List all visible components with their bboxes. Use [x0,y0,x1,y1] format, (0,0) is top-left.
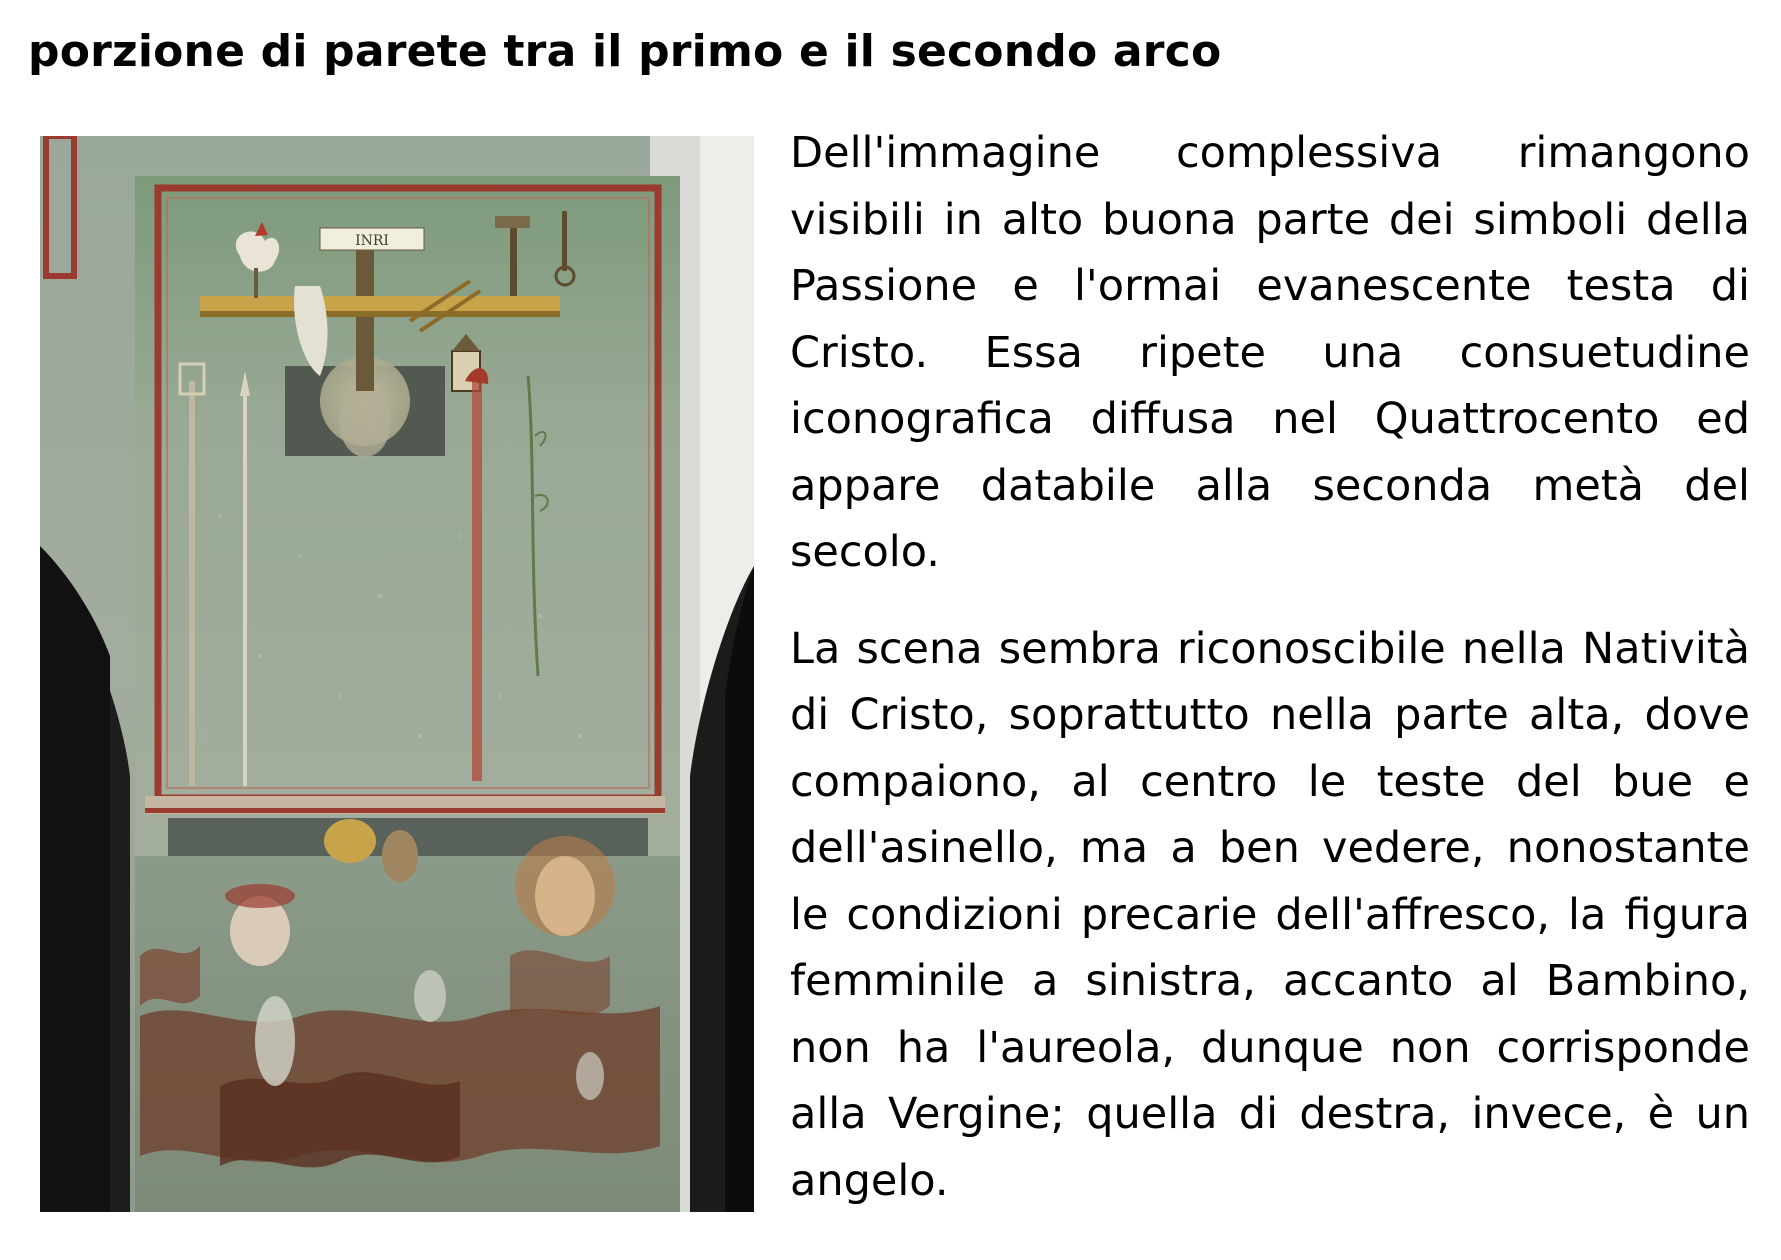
inri-inscription: INRI [355,233,389,249]
fresco-image [40,136,754,1212]
paragraph-passion-symbols: Dell'immagine complessiva rimangono visibili in alto buona parte dei simboli della Passione e l'ormai evanescente testa di Cristo. Essa ripete una consuetudine iconografica diffusa nel Quattrocento ed appare databile alla seconda metà del secolo. [790,128,1750,577]
page-title: porzione di parete tra il primo e il secondo arco [28,26,1222,77]
description-text [790,120,1750,1244]
paragraph-nativity-scene: La scena sembra riconoscibile nella Natività di Cristo, soprattutto nella parte alta, dove compaiono, al centro le teste del bue e dell'asinello, ma a ben vedere, nonostante le condizioni precarie dell'affresco, la figura femminile a sinistra, accanto al Bambino, non ha l'aureola, dunque non corrisponde alla Vergine; quella di destra, invece, è un angelo. [790,623,1750,1206]
fresco-photo [40,136,754,1212]
